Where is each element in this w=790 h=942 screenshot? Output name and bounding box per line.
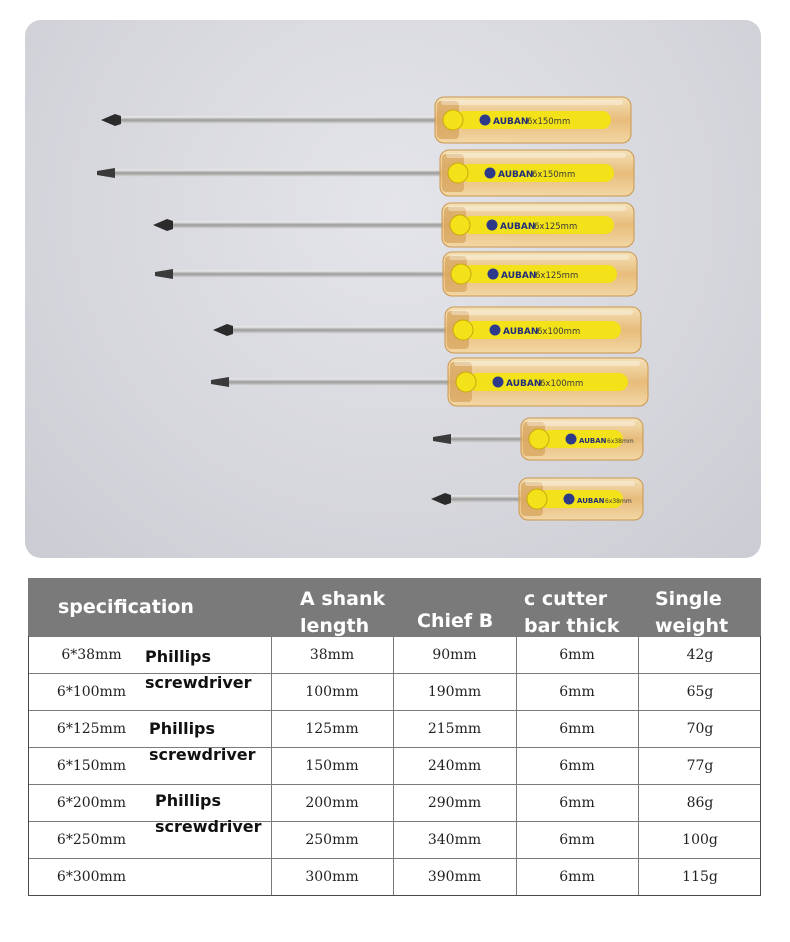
table-row [29, 747, 760, 784]
brand-text: AUBAN [500, 222, 536, 232]
cell-spec: 6*250mm [56, 832, 127, 848]
spec-table [28, 578, 761, 896]
table-body [28, 636, 761, 896]
table-header [28, 578, 761, 636]
header-specification: specification [58, 596, 194, 618]
cell-cutter: 6mm [559, 832, 595, 848]
cell-chief: 190mm [427, 684, 482, 700]
cell-weight: 100g [682, 832, 718, 848]
cell-shank-length: 250mm [305, 832, 359, 848]
cell-weight: 115g [682, 869, 718, 885]
cell-spec: 6*200mm [56, 795, 127, 811]
header-single-weight: Single weight [655, 588, 729, 637]
cell-spec: 6*125mm [56, 721, 127, 737]
cell-weight: 86g [686, 795, 714, 811]
screwdriver [433, 418, 643, 460]
brand-text: AUBAN [503, 327, 539, 337]
cell-shank-length: 38mm [309, 647, 355, 663]
size-text: 6x100mm [537, 327, 581, 337]
table-row [29, 821, 760, 858]
size-text: 6x150mm [527, 117, 571, 127]
header-shank-length: A shank length [300, 588, 386, 637]
brand-text: AUBAN [493, 117, 529, 127]
table-row [29, 784, 760, 821]
cell-shank-length: 100mm [305, 684, 359, 700]
screwdriver [101, 97, 631, 143]
brand-text: AUBAN [579, 437, 607, 445]
cell-chief: 340mm [427, 832, 482, 848]
table-row [29, 858, 760, 895]
screwdriver [155, 252, 637, 296]
brand-text: AUBAN [577, 497, 605, 505]
product-photo [25, 20, 761, 558]
cell-cutter: 6mm [559, 721, 595, 737]
size-text: 6x38mm [605, 498, 632, 505]
size-text: 6x125mm [534, 222, 578, 232]
cell-spec: 6*300mm [56, 869, 127, 885]
brand-text: AUBAN [501, 271, 537, 281]
cell-chief: 90mm [432, 647, 477, 663]
type-label: Phillips screwdriver [155, 791, 262, 836]
cell-cutter: 6mm [559, 647, 595, 663]
cell-spec: 6*38mm [61, 647, 122, 663]
screwdriver-set-illustration [25, 20, 761, 558]
table-row [29, 636, 760, 673]
screwdriver [211, 358, 648, 406]
screwdriver [97, 150, 634, 196]
cell-cutter: 6mm [559, 795, 595, 811]
cell-weight: 70g [686, 721, 714, 737]
size-text: 6x100mm [540, 379, 584, 389]
cell-spec: 6*100mm [56, 684, 127, 700]
screwdriver [153, 203, 634, 247]
cell-spec: 6*150mm [56, 758, 127, 774]
size-text: 6x38mm [607, 438, 634, 445]
cell-chief: 290mm [427, 795, 482, 811]
table-row [29, 673, 760, 710]
cell-chief: 390mm [427, 869, 482, 885]
screwdriver [431, 478, 643, 520]
cell-shank-length: 300mm [305, 869, 359, 885]
brand-text: AUBAN [498, 170, 534, 180]
cell-cutter: 6mm [559, 684, 595, 700]
cell-weight: 42g [686, 647, 714, 663]
type-label: Phillips screwdriver [149, 719, 256, 764]
header-cutter-bar-thick: c cutter bar thick [524, 588, 620, 637]
cell-chief: 215mm [427, 721, 482, 737]
screwdriver [213, 307, 641, 353]
size-text: 6x150mm [532, 170, 576, 180]
type-label: Phillips screwdriver [145, 647, 252, 692]
cell-shank-length: 150mm [305, 758, 359, 774]
cell-chief: 240mm [427, 758, 482, 774]
cell-weight: 65g [686, 684, 714, 700]
brand-text: AUBAN [506, 379, 542, 389]
cell-cutter: 6mm [559, 869, 595, 885]
cell-weight: 77g [686, 758, 714, 774]
header-chief: Chief B [417, 610, 494, 632]
table-row [29, 710, 760, 747]
size-text: 6x125mm [535, 271, 579, 281]
cell-cutter: 6mm [559, 758, 595, 774]
cell-shank-length: 125mm [305, 721, 359, 737]
cell-shank-length: 200mm [305, 795, 359, 811]
